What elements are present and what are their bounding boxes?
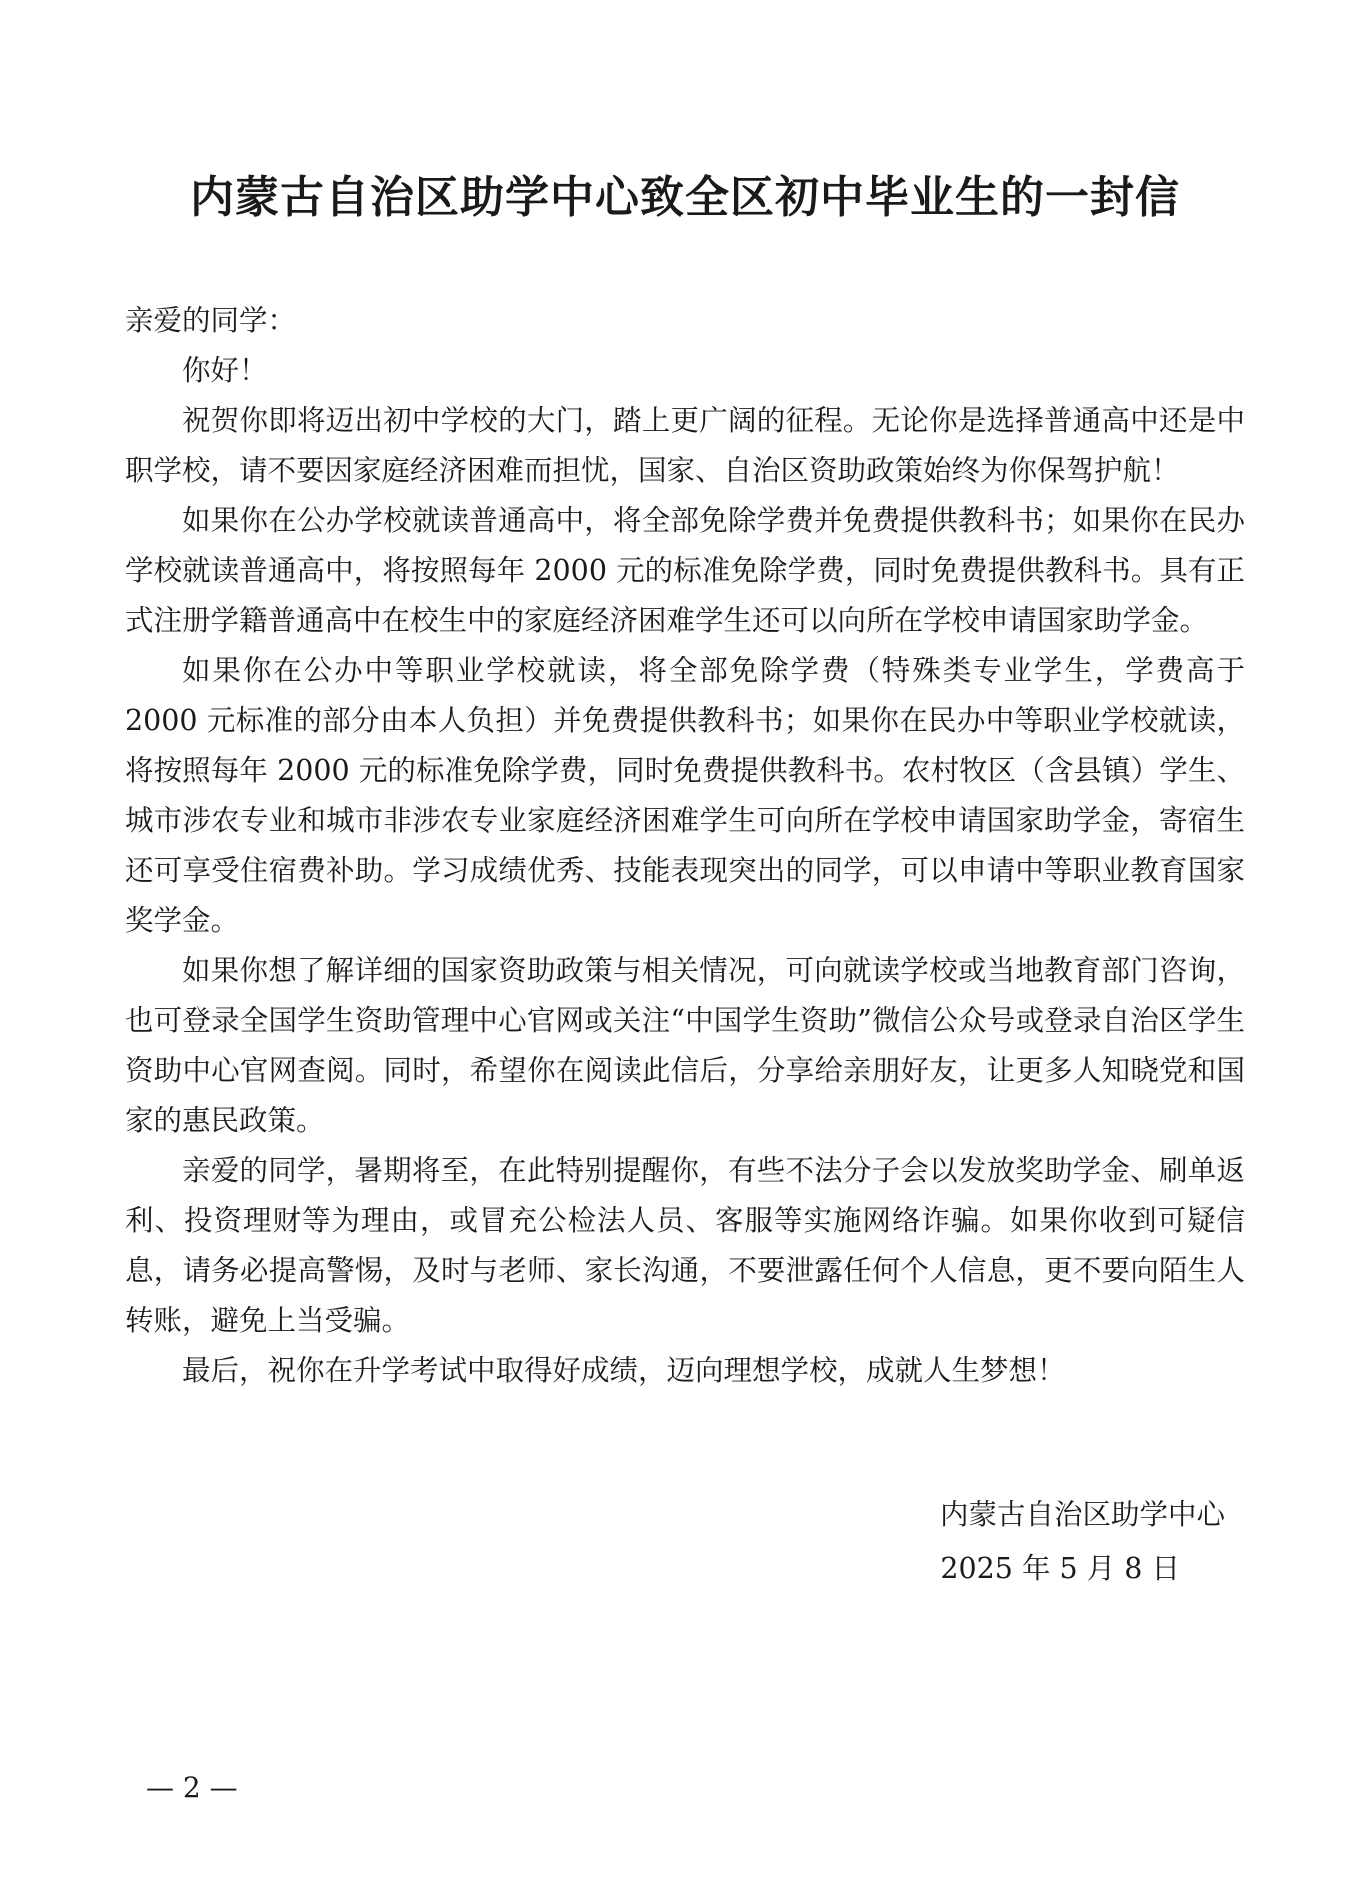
paragraph-high-school-policy: 如果你在公办学校就读普通高中，将全部免除学费并免费提供教科书；如果你在民办学校就读普通高中，将按照每年 2000 元的标准免除学费，同时免费提供教科书。具有正式注册学籍普通高中在校生中的家庭经济困难学生还可以向所在学校申请国家助学金。 — [125, 504, 1245, 637]
paragraph-fraud-warning: 亲爱的同学，暑期将至，在此特别提醒你，有些不法分子会以发放奖助学金、刷单返利、投资理财等为理由，或冒充公检法人员、客服等实施网络诈骗。如果你收到可疑信息，请务必提高警惕，及时与老师、家长沟通，不要泄露任何个人信息，更不要向陌生人转账，避免上当受骗。 — [125, 1154, 1245, 1337]
salutation: 亲爱的同学： — [125, 304, 297, 337]
paragraph-vocational-policy: 如果你在公办中等职业学校就读，将全部免除学费（特殊类专业学生，学费高于 2000 元标准的部分由本人负担）并免费提供教科书；如果你在民办中等职业学校就读，将按照每年 2000 元的标准免除学费，同时免费提供教科书。农村牧区（含县镇）学生、城市涉农专业和城市非涉农专业家庭经济困难学生可向所在学校申请国家助学金，寄宿生还可享受住宿费补助。学习成绩优秀、技能表现突出的同学，可以申请中等职业教育国家奖学金。 — [125, 654, 1245, 937]
greeting: 你好！ — [182, 354, 268, 387]
paragraph-closing-wishes: 最后，祝你在升学考试中取得好成绩，迈向理想学校，成就人生梦想！ — [182, 1354, 1066, 1387]
paragraph-congratulations: 祝贺你即将迈出初中学校的大门，踏上更广阔的征程。无论你是选择普通高中还是中职学校，请不要因家庭经济困难而担忧，国家、自治区资助政策始终为你保驾护航！ — [125, 404, 1245, 487]
page-number: — 2 — — [146, 1771, 238, 1804]
signature-date: 2025 年 5 月 8 日 — [940, 1552, 1180, 1585]
letter-title: 内蒙古自治区助学中心致全区初中毕业生的一封信 — [190, 172, 1180, 223]
paragraph-consultation: 如果你想了解详细的国家资助政策与相关情况，可向就读学校或当地教育部门咨询，也可登录全国学生资助管理中心官网或关注“中国学生资助”微信公众号或登录自治区学生资助中心官网查阅。同时，希望你在阅读此信后，分享给亲朋好友，让更多人知晓党和国家的惠民政策。 — [125, 954, 1245, 1137]
signature-organization: 内蒙古自治区助学中心 — [939, 1498, 1225, 1531]
letter-body — [125, 296, 1245, 1396]
